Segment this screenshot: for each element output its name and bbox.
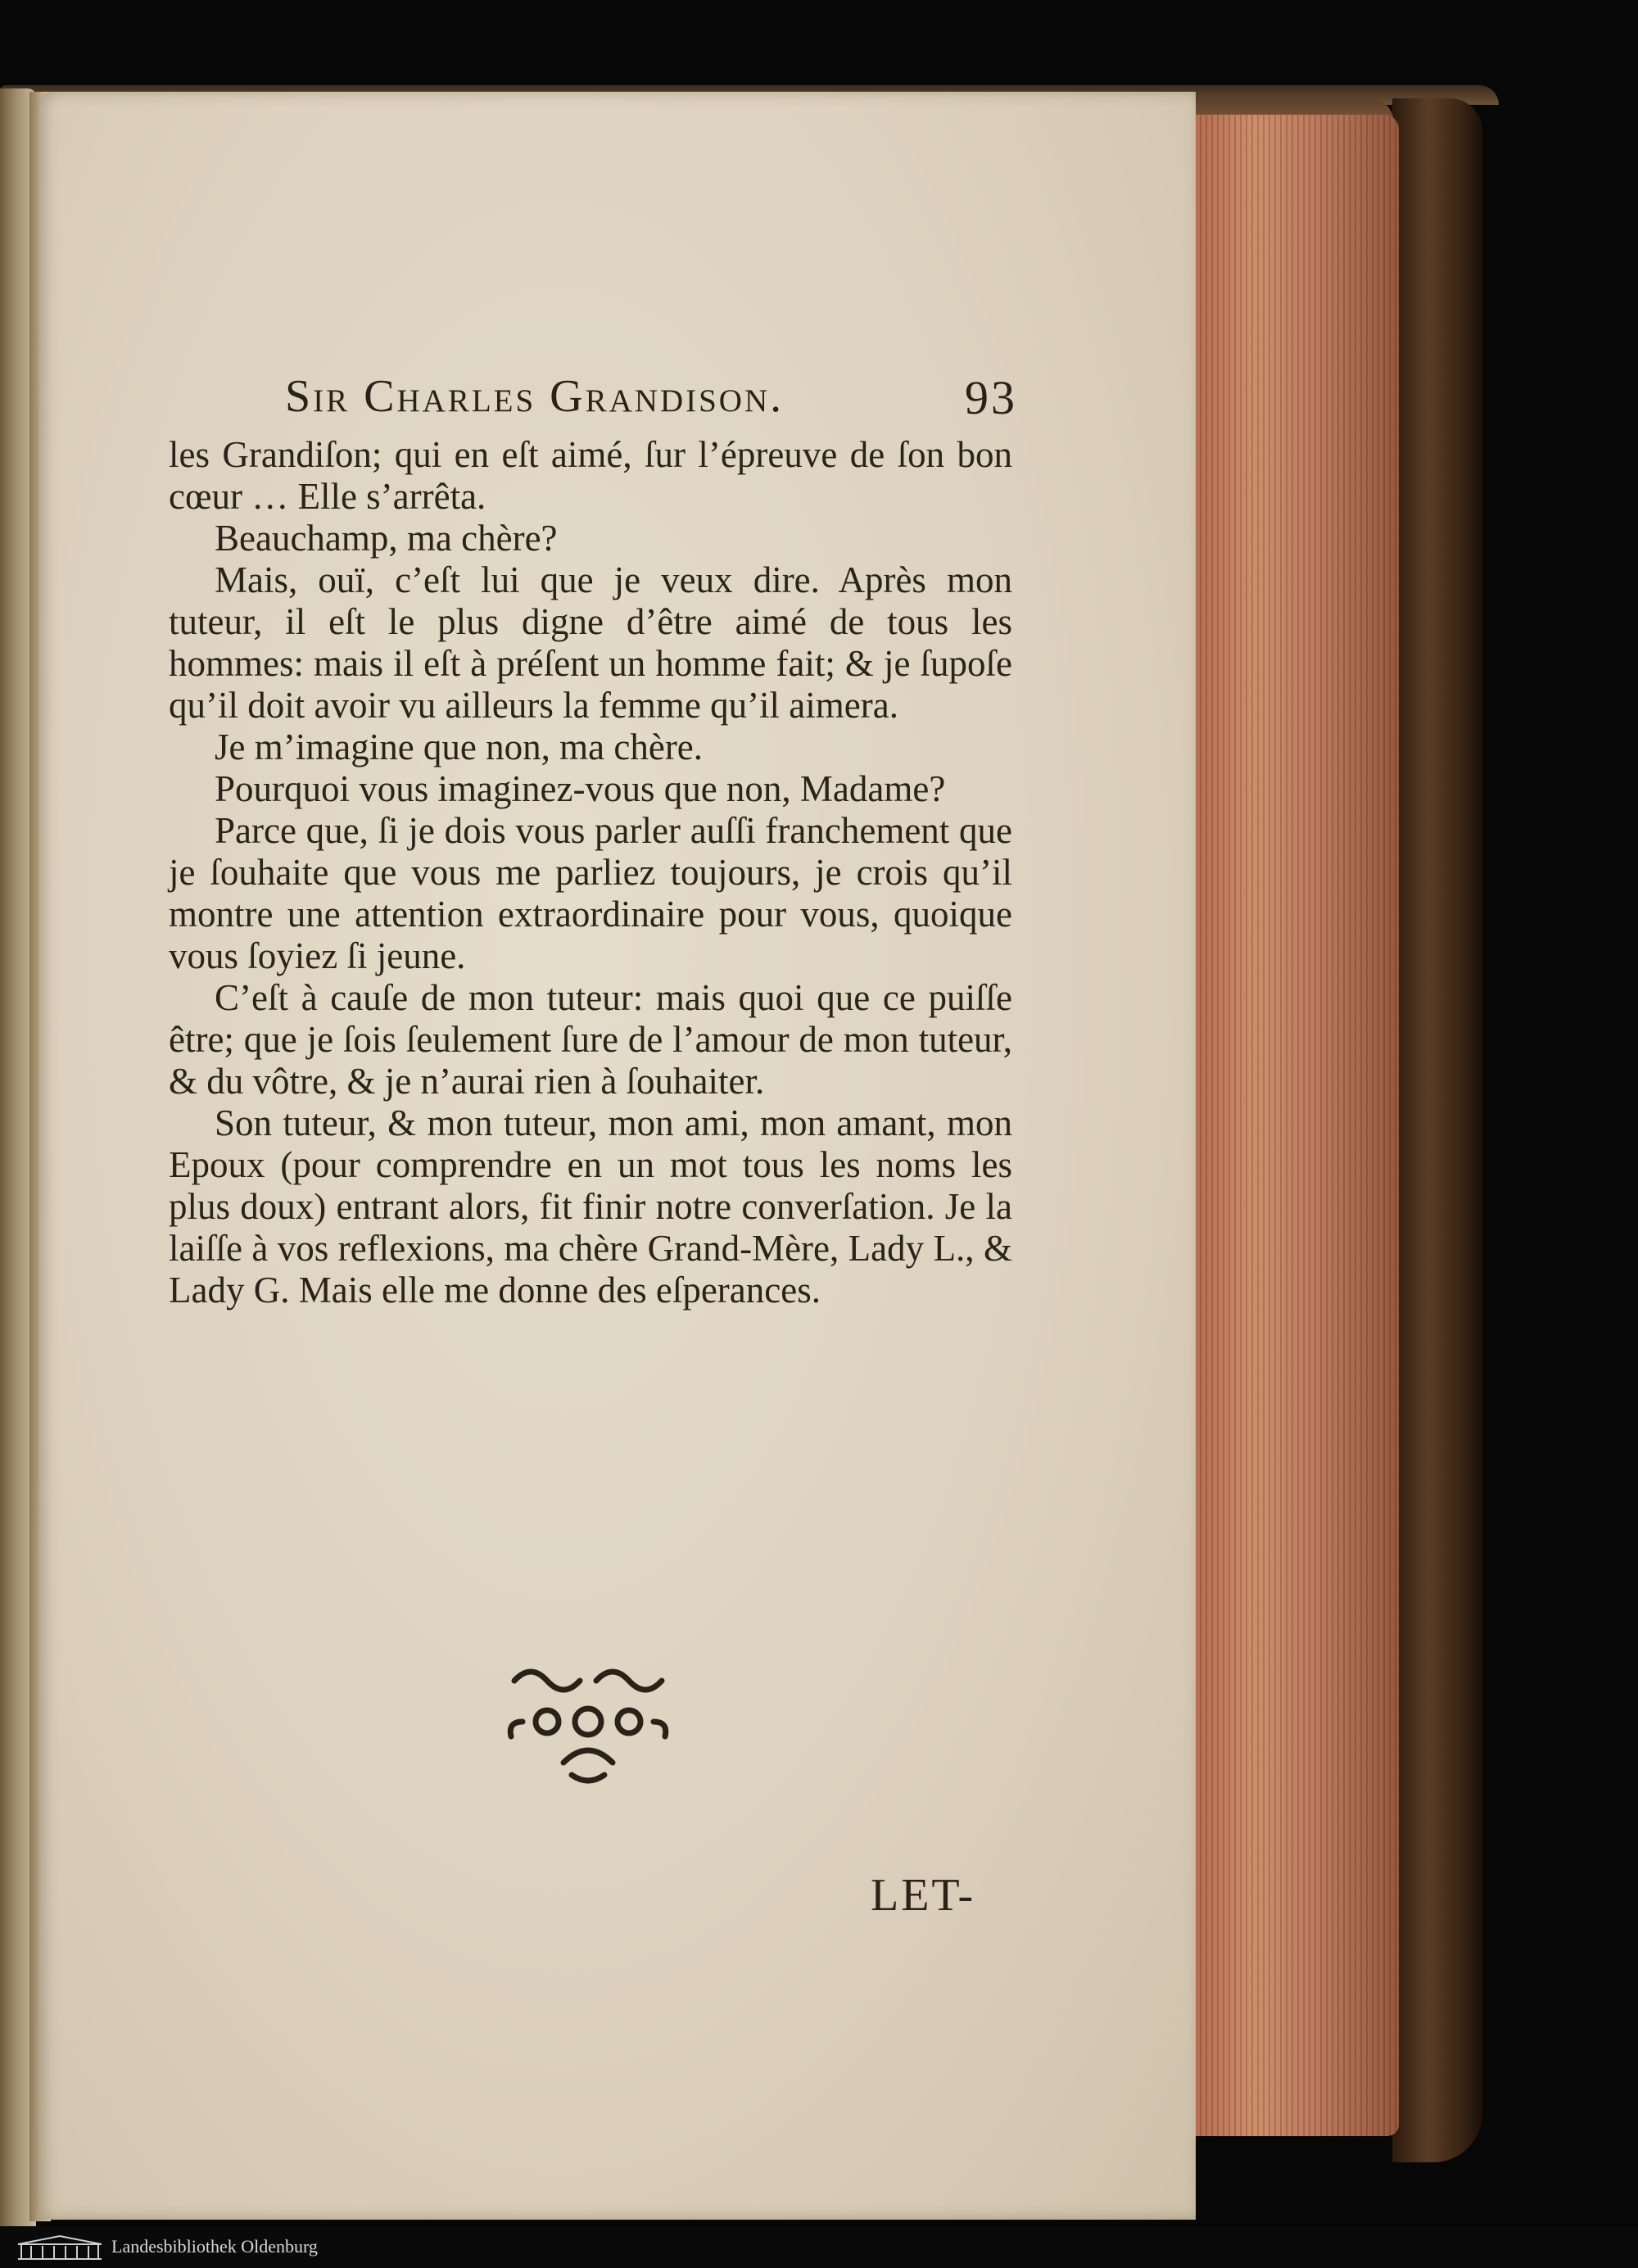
page-stack-fore-edge [1194, 115, 1399, 2136]
body-text [169, 434, 1012, 1311]
book-page [39, 92, 1196, 2220]
library-name: Landesbibliothek Oldenburg [111, 2236, 318, 2257]
library-building-icon [15, 2234, 105, 2261]
footer-bar [0, 2226, 1638, 2268]
running-title: Sir Charles Grandison. [285, 371, 785, 422]
leather-cover [1392, 98, 1482, 2162]
page-number: 93 [965, 371, 1017, 424]
paragraph: Je m’imagine que non, ma chère. [215, 727, 704, 767]
catchword: LET- [871, 1870, 976, 1921]
paragraph: Mais, ouï, c’eſt lui que je veux dire. Après mon tuteur, il eſt le plus digne d’être aimé de tous les hommes: mais il eſt à préſent un homme fait; & je ſupoſe qu’il doit avoir vu ailleurs la femme qu’il aimera. [169, 559, 1012, 726]
paragraph: les Grandiſon; qui en eſt aimé, ſur l’épreuve de ſon bon cœur … Elle s’arrêta. [169, 434, 1012, 517]
paragraph: Beauchamp, ma chère? [215, 518, 558, 559]
paragraph: Son tuteur, & mon tuteur, mon ami, mon amant, mon Epoux (pour comprendre en un mot tous les noms les plus doux) entrant alors, fit finir notre converſation. Je la laiſſe à vos reflexions, ma chère Grand-Mère, Lady L., & Lady G. Mais elle me donne des eſperances. [169, 1102, 1012, 1311]
paragraph: Pourquoi vous imaginez-vous que non, Madame? [215, 768, 946, 809]
ornament-icon [498, 1656, 678, 1795]
paragraph: C’eſt à cauſe de mon tuteur: mais quoi que ce puiſſe être; que je ſois ſeulement ſure de l’amour de mon tuteur, & du vôtre, & je n’aurai rien à ſouhaiter. [169, 977, 1012, 1102]
running-header [285, 354, 1022, 436]
paragraph: Parce que, ſi je dois vous parler auſſi franchement que je ſouhaite que vous me parliez toujours, je crois qu’il montre une attention extraordinaire pour vous, quoique vous ſoyiez ſi jeune. [169, 810, 1012, 976]
